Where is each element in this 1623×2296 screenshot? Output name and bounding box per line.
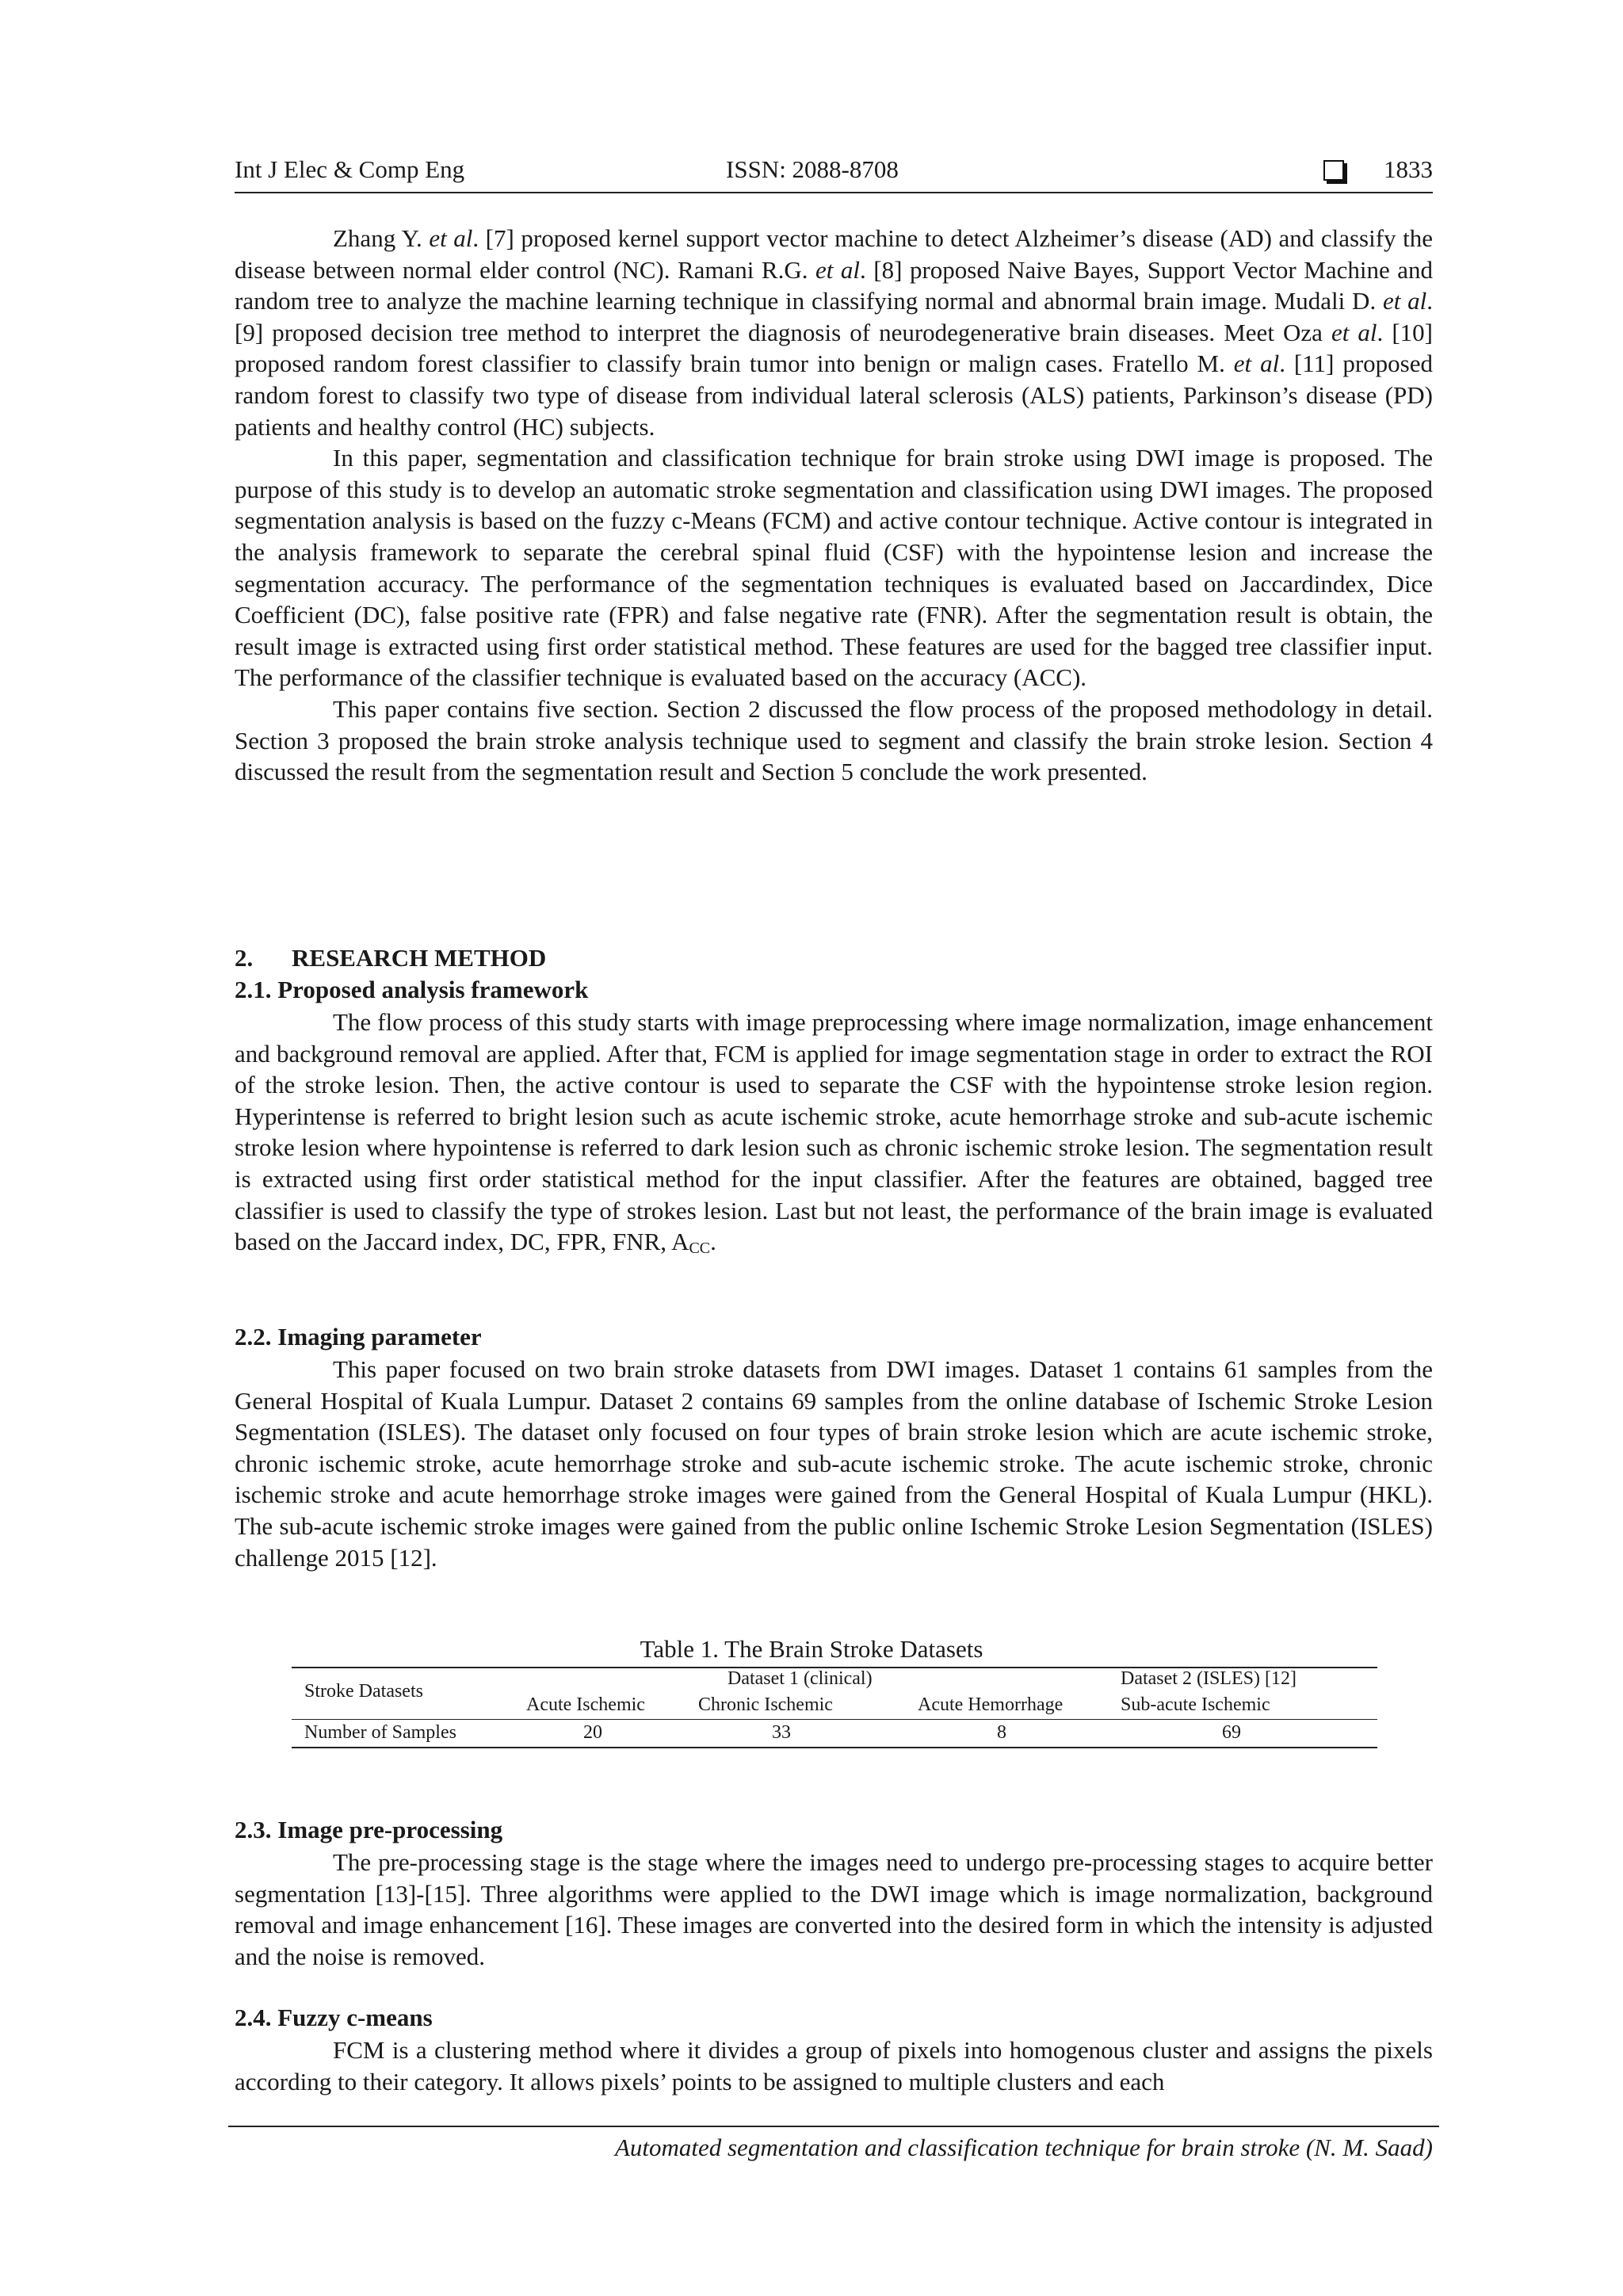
running-footer: Automated segmentation and classification technique for brain stroke (N. M. Saad) <box>614 2134 1433 2161</box>
section-number: 2. <box>235 944 254 972</box>
page-number: 1833 <box>1384 155 1433 183</box>
subsection-2-4-text <box>235 2034 1433 2097</box>
intro-paragraph-1: Zhang Y. et al. [7] proposed kernel support vector machine to detect Alzheimer’s disease (AD) and classify the disease between normal elder control (NC). Ramani R.G. et al. [8] proposed Naive Bayes, Support Vector Machine and random tree to analyze the machine learning technique in classifying normal and abnormal brain image. Mudali D. et al. [9] proposed decision tree method to interpret the diagnosis of neurodegenerative brain diseases. Meet Oza et al. [10] proposed random forest classifier to classify brain tumor into benign or malign cases. Fratello M. et al. [11] proposed random forest to classify two type of disease from individual lateral sclerosis (ALS) patients, Parkinson’s disease (PD) patients and healthy control (HC) subjects. <box>235 224 1433 441</box>
table-cell: 69 <box>1222 1722 1241 1743</box>
checkbox-square-icon <box>1323 160 1344 181</box>
section-title: RESEARCH METHOD <box>292 944 547 972</box>
footer-rule <box>228 2126 1439 2127</box>
paragraph: The flow process of this study starts with image preprocessing where image normalization, image enhancement and background removal are applied. After that, FCM is applied for image segmentation stage in order to extract the ROI of the stroke lesion. Then, the active contour is used to separate the CSF with the hypointense stroke lesion region. Hyperintense is referred to bright lesion such as acute ischemic stroke, acute hemorrhage stroke and sub-acute ischemic stroke lesion where hypointense is referred to dark lesion such as chronic ischemic stroke lesion. The segmentation result is extracted using first order statistical method for the input classifier. After the features are obtained, bagged tree classifier is used to classify the type of strokes lesion. Last but not least, the performance of the brain image is evaluated based on the Jaccard index, DC, FPR, FNR, $A_{CC}$. <box>235 1008 1433 1258</box>
subsection-heading-2-2: 2.2. Imaging parameter <box>235 1323 482 1350</box>
subsection-2-1-text <box>235 1007 1433 1265</box>
table-group-header-dataset-2: Dataset 2 (ISLES) [12] <box>1121 1668 1296 1689</box>
subsection-heading-2-1: 2.1. Proposed analysis framework <box>235 976 589 1003</box>
table-column-header: Acute Ischemic <box>526 1694 645 1715</box>
table-cell: 33 <box>772 1722 791 1743</box>
subsection-heading-2-3: 2.3. Image pre-processing <box>235 1816 503 1843</box>
table-column-header: Sub-acute Ischemic <box>1121 1694 1270 1715</box>
table-mid-rule <box>292 1719 1377 1720</box>
paragraph: This paper focused on two brain stroke datasets from DWI images. Dataset 1 contains 61 samples from the General Hospital of Kuala Lumpur. Dataset 2 contains 69 samples from the online database of Ischemic Stroke Lesion Segmentation (ISLES). The dataset only focused on four types of brain stroke lesion which are acute ischemic stroke, chronic ischemic stroke, acute hemorrhage stroke and sub-acute ischemic stroke. The acute ischemic stroke, chronic ischemic stroke and acute hemorrhage stroke images were gained from the General Hospital of Kuala Lumpur (HKL). The sub-acute ischemic stroke images were gained from the public online Ischemic Stroke Lesion Segmentation (ISLES) challenge 2015 [12]. <box>235 1355 1433 1572</box>
table-group-header-dataset-1: Dataset 1 (clinical) <box>727 1668 873 1689</box>
intro-paragraph-2: In this paper, segmentation and classification technique for brain stroke using DWI image is proposed. The purpose of this study is to develop an automatic stroke segmentation and classification using DWI images. The proposed segmentation analysis is based on the fuzzy c-Means (FCM) and active contour technique. Active contour is integrated in the analysis framework to separate the cerebral spinal fluid (CSF) with the hypointense lesion and increase the segmentation accuracy. The performance of the segmentation techniques is evaluated based on Jaccardindex, Dice Coefficient (DC), false positive rate (FPR) and false negative rate (FNR). After the segmentation result is obtain, the result image is extracted using first order statistical method. These features are used for the bagged tree classifier input. The performance of the classifier technique is evaluated based on the accuracy (ACC). <box>235 444 1433 692</box>
table-row-label: Number of Samples <box>304 1722 456 1743</box>
intro-paragraph-3: This paper contains five section. Section 2 discussed the flow process of the proposed methodology in detail. Section 3 proposed the brain stroke analysis technique used to segment and classify the brain stroke lesion. Section 4 discussed the result from the segmentation result and Section 5 conclude the work presented. <box>235 694 1433 786</box>
subsection-2-2-text <box>235 1354 1433 1573</box>
table-caption: Table 1. The Brain Stroke Datasets <box>640 1635 983 1663</box>
table-row-header: Stroke Datasets <box>304 1681 423 1702</box>
paragraph: FCM is a clustering method where it divides a group of pixels into homogenous cluster and assigns the pixels according to their category. It allows pixels’ points to be assigned to multiple clusters and each <box>235 2036 1433 2095</box>
issn: ISSN: 2088-8708 <box>726 155 899 183</box>
running-header <box>235 155 1433 193</box>
table-column-header: Acute Hemorrhage <box>918 1694 1064 1715</box>
journal-name: Int J Elec & Comp Eng <box>235 155 465 183</box>
intro-text <box>235 223 1433 788</box>
table-cell: 8 <box>997 1722 1006 1743</box>
table-bottom-rule <box>292 1747 1377 1748</box>
subsection-heading-2-4: 2.4. Fuzzy c-means <box>235 2004 433 2031</box>
section-heading-research-method <box>235 944 546 972</box>
table-cell: 20 <box>583 1722 602 1743</box>
table-column-header: Chronic Ischemic <box>698 1694 833 1715</box>
subsection-2-3-text <box>235 1847 1433 1972</box>
paragraph: The pre-processing stage is the stage where the images need to undergo pre-processing stages to acquire better segmentation [13]-[15]. Three algorithms were applied to the DWI image which is image normalization, background removal and image enhancement [16]. These images are converted into the desired form in which the intensity is adjusted and the noise is removed. <box>235 1848 1433 1970</box>
